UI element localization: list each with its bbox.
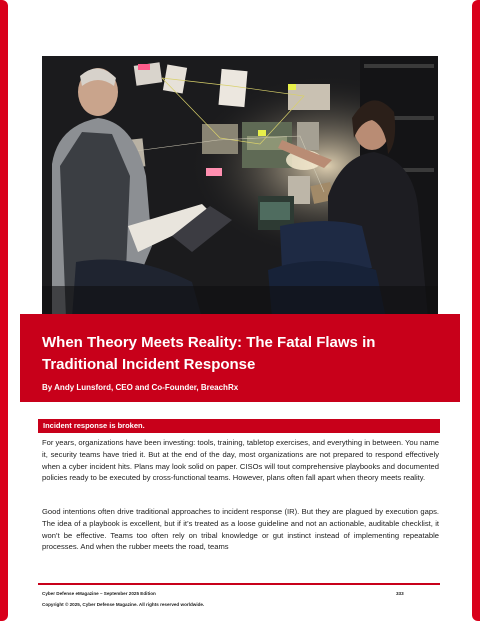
header-photo: [42, 56, 438, 318]
left-edge-bar: [0, 0, 8, 621]
section-heading: Incident response is broken.: [43, 421, 145, 430]
footer-divider: [38, 583, 440, 585]
footer-page-number: 333: [396, 591, 404, 596]
header-photo-illustration: [42, 56, 438, 318]
body-paragraph: Good intentions often drive traditional approaches to incident response (IR). But they are plagued by execution gaps. The idea of a playbook is excellent, but if it’s treated as a loose guideline and not an actionable, auditable checklist, it won’t be effective. Teams too often rely on tribal knowledge or gut instinct instead of implementing repeatable processes. And when the rubber meets the road, teams: [42, 507, 439, 552]
footer-copyright: Copyright © 2025, Cyber Defense Magazine. All rights reserved worldwide.: [42, 602, 205, 607]
body-paragraph: For years, organizations have been investing: tools, training, tabletop exercises, and everything in between. You name it, security teams have tried it. But at the end of the day, most organizations are not prepared to respond effectively when a cyber incident hits. Plans may look solid on paper. CISOs will tout comprehensive playbooks and documented policies ready to be executed by cross-functional teams. However, plans often fall apart when theory meets reality.: [42, 438, 439, 483]
section-heading-bar: [38, 419, 440, 433]
article-title: When Theory Meets Reality: The Fatal Flaws in Traditional Incident Response: [42, 334, 376, 373]
right-edge-bar: [472, 0, 480, 621]
footer-edition: Cyber Defense eMagazine – September 2025 Edition: [42, 591, 156, 596]
article-byline: By Andy Lunsford, CEO and Co-Founder, BreachRx: [42, 383, 239, 392]
title-banner: [20, 314, 460, 402]
